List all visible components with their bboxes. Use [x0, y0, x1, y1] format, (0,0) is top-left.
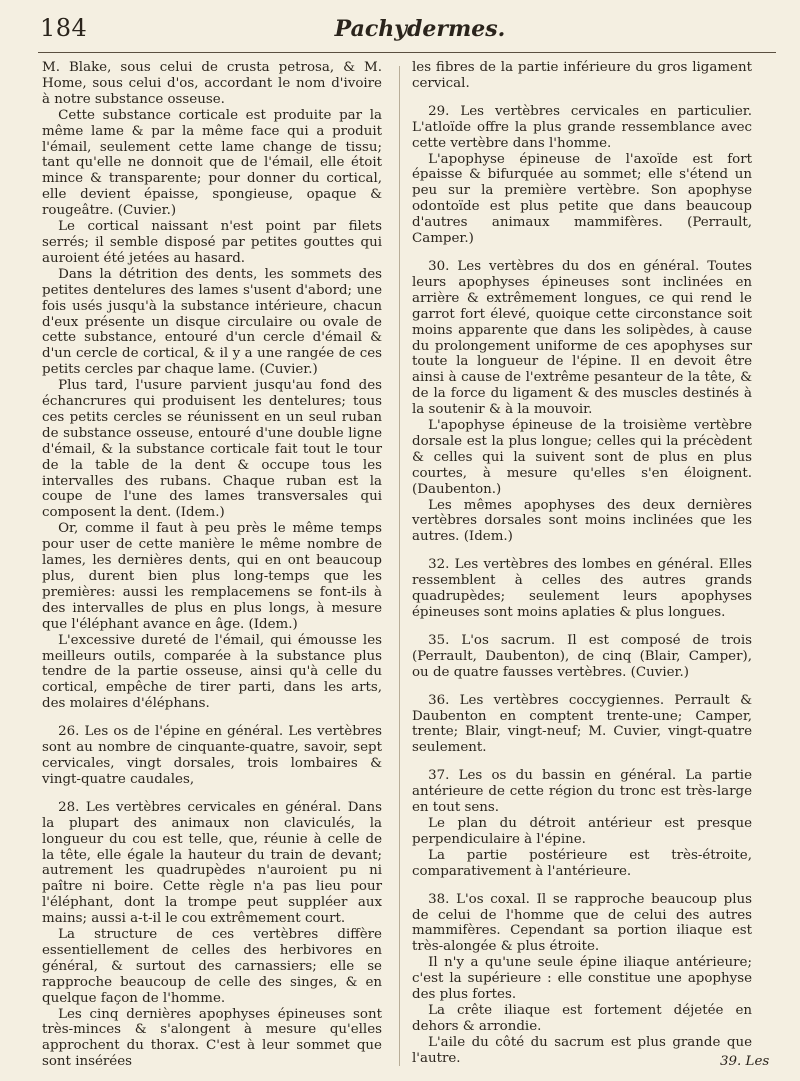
section-paragraph: 29. Les vertèbres cervicales en particulier. L'atloïde offre la plus grande ressemblance avec cette vertèbre dans l'homme. — [412, 103, 752, 151]
paragraph: Il n'y a qu'une seule épine iliaque antérieure; c'est la supérieure : elle constitue une apophyse des plus fortes. — [412, 955, 752, 1003]
paragraph: La crête iliaque est fortement déjetée en dehors & arrondie. — [412, 1002, 752, 1034]
paragraph: Dans la détrition des dents, les sommets des petites dentelures des lames s'usent d'abord; une fois usés jusqu'à la substance intérieure, chacun d'eux présente un disque circulaire ou ovale de cette substance, entouré d'un cercle d'émail & d'un cercle de cortical, & il y a une rangée de ces petits cercles par chaque lame. (Cuvier.) — [42, 266, 382, 378]
paragraph: les fibres de la partie inférieure du gros ligament cervical. — [412, 60, 752, 91]
section-paragraph: 28. Les vertèbres cervicales en général. Dans la plupart des animaux non claviculés, la longueur du cou est telle, que, réunie à celle de la tête, elle égale la hauteur du train de devant; autrement les quadrupèdes n'auroient pu ni paître ni boire. Cette règle n'a pas lieu pour l'éléphant, dont la trompe peut suppléer aux mains; aussi a-t-il le cou extrêmement court. — [42, 799, 382, 927]
paragraph: L'apophyse épineuse de la troisième vertèbre dorsale est la plus longue; celles qui la précèdent & celles qui la suivent sont de plus en plus courtes, à mesure qu'elles s'en éloignent. (Daubenton.) — [412, 418, 752, 497]
paragraph: Le plan du détroit antérieur est presque perpendiculaire à l'épine. — [412, 815, 752, 847]
page-header — [0, 0, 800, 58]
column-divider — [399, 66, 400, 1066]
section-paragraph: 30. Les vertèbres du dos en général. Toutes leurs apophyses épineuses sont inclinées en arrière & extrêmement longues, ce qui rend le garrot fort élevé, quoique cette circonstance soit moins apparente que dans les solipèdes, à cause du prolongement uniforme de ces apophyses sur toute la longueur de l'épine. Il en devoit être ainsi à cause de l'extrême pesanteur de la tête, & de la force du ligament & des muscles destinés à la soutenir & à la mouvoir. — [412, 258, 752, 418]
running-title: Pachydermes. — [334, 16, 506, 42]
paragraph: La structure de ces vertèbres diffère essentiellement de celles des herbivores en général, & surtout des carnassiers; elle se rapproche beaucoup de celle des singes, & en quelque façon de l'homme. — [42, 927, 382, 1006]
header-rule — [38, 52, 776, 53]
section-paragraph: 35. L'os sacrum. Il est composé de trois (Perrault, Daubenton), de cinq (Blair, Camper), ou de quatre fausses vertèbres. (Cuvier.) — [412, 632, 752, 680]
left-column — [42, 60, 382, 1070]
paragraph: L'aile du côté du sacrum est plus grande que l'autre. — [412, 1034, 752, 1066]
paragraph: Les mêmes apophyses des deux dernières vertèbres dorsales sont moins inclinées que les autres. (Idem.) — [412, 497, 752, 545]
paragraph: M. Blake, sous celui de crusta petrosa, & M. Home, sous celui d'os, accordant le nom d'ivoire à notre substance osseuse. — [42, 60, 382, 107]
paragraph: La partie postérieure est très-étroite, comparativement à l'antérieure. — [412, 847, 752, 879]
catchword: 39. Les — [720, 1054, 770, 1069]
section-paragraph: 37. Les os du bassin en général. La partie antérieure de cette région du tronc est très-large en tout sens. — [412, 768, 752, 816]
section-paragraph: 26. Les os de l'épine en général. Les vertèbres sont au nombre de cinquante-quatre, savoir, sept cervicales, vingt dorsales, trois lombaires & vingt-quatre caudales, — [42, 724, 382, 787]
section-paragraph: 38. L'os coxal. Il se rapproche beaucoup plus de celui de l'homme que de celui des autres mammifères. Cependant sa portion iliaque est très-alongée & plus étroite. — [412, 891, 752, 955]
paragraph: Le cortical naissant n'est point par filets serrés; il semble disposé par petites gouttes qui auroient été jetées au hasard. — [42, 219, 382, 266]
paragraph: Or, comme il faut à peu près le même temps pour user de cette manière le même nombre de lames, les dernières dents, qui en ont beaucoup plus, durent bien plus long-temps que les premières: aussi les remplacemens se font-ils à des intervalles de plus en plus longs, à mesure que l'éléphant avance en âge. (Idem.) — [42, 521, 382, 632]
paragraph: L'apophyse épineuse de l'axoïde est fort épaisse & bifurquée au sommet; elle s'étend un peu sur la première vertèbre. Son apophyse odontoïde est plus petite que dans beaucoup d'autres animaux mammifères. (Perrault, Camper.) — [412, 151, 752, 247]
section-paragraph: 36. Les vertèbres coccygiennes. Perrault & Daubenton en comptent trente-une; Camper, trente; Blair, vingt-neuf; M. Cuvier, vingt-quatre seulement. — [412, 692, 752, 756]
page-number: 184 — [40, 14, 88, 42]
paragraph: Les cinq dernières apophyses épineuses sont très-minces & s'alongent à mesure qu'elles approchent du thorax. C'est à leur sommet que sont insérées — [42, 1006, 382, 1070]
section-paragraph: 32. Les vertèbres des lombes en général. Elles ressemblent à celles des autres grands quadrupèdes; seulement leurs apophyses épineuses sont moins aplaties & plus longues. — [412, 557, 752, 620]
paragraph: L'excessive dureté de l'émail, qui émousse les meilleurs outils, comparée à la substance plus tendre de la partie osseuse, ainsi qu'à celle du cortical, empêche de tirer parti, dans les arts, des molaires d'éléphans. — [42, 632, 382, 712]
paragraph: Plus tard, l'usure parvient jusqu'au fond des échancrures qui produisent les dentelures; tous ces petits cercles se réunissent en un seul ruban de substance osseuse, entouré d'une double ligne d'émail, & la substance corticale fait tout le tour de la table de la dent & occupe tous les intervalles des rubans. Chaque ruban est la coupe de l'une des lames transversales qui composent la dent. (Idem.) — [42, 378, 382, 521]
right-column — [412, 60, 752, 1067]
paragraph: Cette substance corticale est produite par la même lame & par la même face qui a produit l'émail, seulement cette lame change de tissu; tant qu'elle ne donnoit que de l'émail, elle étoit mince & transparente; pour donner du cortical, elle devient épaisse, spongieuse, opaque & rougeâtre. (Cuvier.) — [42, 107, 382, 219]
